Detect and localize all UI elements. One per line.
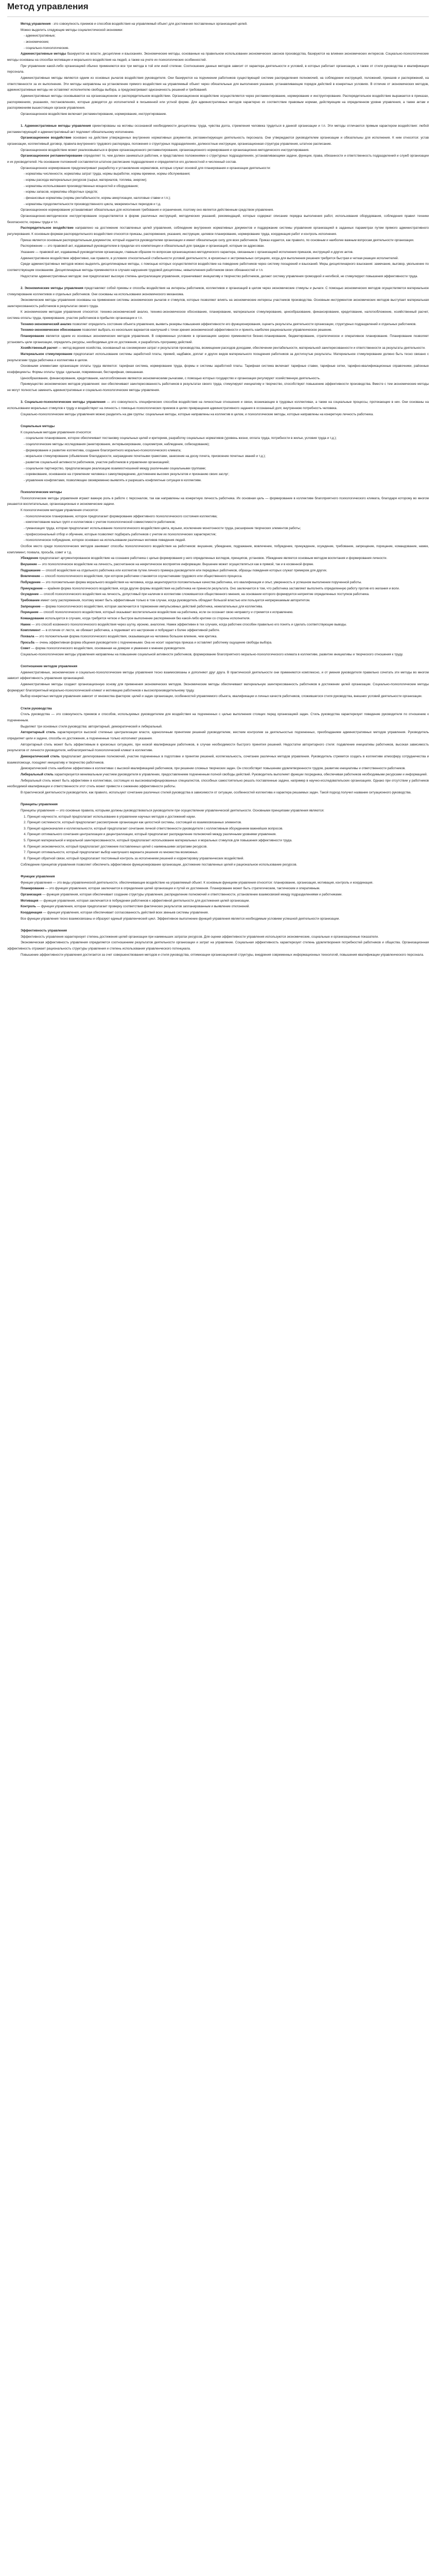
text-run: — функция управления, которая предполагает проверку соответствия фактических результатов запланированным и выявление отклонений.: [36, 905, 250, 909]
text-run: 3. Принцип единоначалия и коллегиальности, который предполагает сочетание личной ответственности руководителя с коллективным обсуждением важнейших вопросов.: [24, 826, 283, 831]
paragraph: [7, 238, 429, 244]
bold-term: Организационное регламентирование: [21, 154, 82, 158]
paragraph: [7, 778, 429, 790]
paragraph: [7, 63, 429, 75]
paragraph: [7, 622, 429, 628]
article-body: [7, 21, 429, 958]
paragraph: [7, 664, 429, 670]
bold-term: Осуждение: [21, 592, 39, 597]
text-run: является одним из основных экономических методов управления. В современных условиях в организациях широко применяются бизнес-планирование, бюджетирование, стратегическое и оперативное планирование. Планирование позволяет установить цели организации, определить ресурсы, необходимые для их достижения, и разработать программу действий.: [7, 334, 429, 344]
list-item: [7, 514, 429, 520]
text-run: — форма психологического воздействия, которая заключается в торможении импульсивных действий работника, нежелательных для коллектива.: [40, 604, 263, 608]
bold-term: Эффективность управления: [21, 928, 67, 933]
bold-term: Контроль: [21, 905, 36, 909]
text-run: ориентированы на мотивы осознанной необходимости дисциплины труда, чувства долга, стремления человека трудиться в данной организации и т.п. Эти методы отличаются прямым характером воздействия: любой регламентирующий и административный акт подлежит обязательному исполнению.: [7, 124, 429, 134]
paragraph: [7, 562, 429, 568]
list-item: [7, 471, 429, 478]
paragraph: [7, 256, 429, 262]
paragraph: [7, 261, 429, 273]
paragraph: [7, 772, 429, 778]
paragraph: [7, 604, 429, 610]
paragraph: [7, 285, 429, 297]
bold-term: 2. Экономические методы управления: [21, 286, 83, 290]
text-run: Повышение эффективности управления достигается за счет совершенствования методов и стиля руководства, оптимизации организационной структуры, внедрения современных информационных технологий, повышения квалификации управленческого персонала.: [21, 953, 424, 957]
paragraph: [7, 496, 429, 507]
list-item: [7, 453, 429, 460]
paragraph: [7, 147, 429, 154]
paragraph: [7, 628, 429, 634]
bold-term: Вовлечение: [21, 574, 40, 579]
paragraph: [7, 742, 429, 754]
paragraph: [7, 598, 429, 604]
paragraph: [7, 682, 429, 693]
text-run: 1. Принцип научности, который предполагает использование в управлении научных методов и достижений науки.: [24, 815, 196, 819]
text-run: — способ психологического воздействия, который оказывает воспитательное воздействие на работника, если он осознает свою неправоту и стремится к исправлению.: [38, 611, 293, 615]
list-item: [7, 189, 429, 195]
bold-term: Координация: [21, 910, 42, 914]
paragraph: [7, 724, 429, 730]
list-item: [7, 435, 429, 442]
paragraph: [7, 568, 429, 574]
text-run: - социально-психологические.: [24, 46, 69, 50]
text-run: Организационное нормирование устанавливает обязательные для исполнения требования и ограничения, поэтому оно является действенным средством управления.: [21, 208, 274, 212]
list-item: [7, 838, 429, 844]
paragraph: [7, 51, 429, 63]
bold-term: Хозяйственный расчет: [21, 346, 58, 350]
text-run: — очень эффективная форма общения руководителя с подчиненными. Она не носит характера приказа и оставляет работнику ощущение свободы выбора.: [34, 640, 272, 645]
text-run: Принципы управления — это основные правила, которыми должны руководствоваться руководители при осуществлении управленческой деятельности. Основными принципами управления являются:: [21, 808, 324, 812]
bold-term: Подражание: [21, 568, 41, 572]
text-run: предполагает делегирование полномочий, участие подчиненных в подготовке и принятии решений, коллегиальность, сочетание различных методов управления. Руководитель стремится создать в коллективе атмосферу сотрудничества и взаимопомощи, поощряет инициативу и творчество работников.: [7, 754, 429, 765]
paragraph: [7, 754, 429, 766]
text-run: Психологические методы управления играют важную роль в работе с персоналом, так как направлены на конкретную личность работника. Их основная цель — формирование в коллективе благоприятного психологического климата, благодаря которому во многом решаются воспитательные, организационные и экономические задачи.: [7, 496, 429, 506]
list-item: [7, 39, 429, 45]
paragraph: [7, 802, 429, 808]
text-run: характеризуется высокой степенью централизации власти, единоличным принятием решений руководителем, жестким контролем за деятельностью подчиненных, преобладанием административных методов управления. Руководитель определяет цели и задачи, способы их достижения, а подчиненные только исполняют указания.: [7, 731, 429, 740]
text-run: - социальное планирование, которое обеспечивает постановку социальных целей и критериев, разработку социальных нормативов (уровень жизни, оплата труда, потребности в жилье, условия труда и т.д.);: [24, 436, 337, 440]
text-run: Среди административных методов можно выделить дисциплинарные методы, с помощью которых осуществляется воздействие на поведение работников через систему поощрений и взысканий. Меры дисциплинарного взыскания: замечание, выговор, увольнение по соответствующим основаниям. Дисциплинарные методы применяются в случаях нарушения трудовой дисциплины, невыполнения работником своих обязанностей и т.п.: [7, 262, 429, 272]
paragraph: [7, 880, 429, 886]
bold-term: Распорядительное воздействие: [21, 226, 74, 230]
list-item: [7, 466, 429, 472]
bold-term: Командование: [21, 616, 44, 620]
text-run: Приказ является основным распорядительным документом, который издается руководителем организации и имеет обязательную силу для всех работников. Приказ издается, как правило, по основным и наиболее важным вопросам деятельности организации.: [21, 238, 414, 242]
paragraph: [7, 345, 429, 351]
paragraph: [7, 93, 429, 111]
paragraph: [7, 573, 429, 580]
list-item: [7, 442, 429, 448]
text-run: - профессиональный отбор и обучение, которые позволяют подбирать работников с учетом их психологических характеристик;: [24, 532, 217, 536]
text-run: основано на действии утвержденных внутренних нормативных документов, регламентирующих деятельность персонала. Они утверждаются руководителем организации и обязательны для исполнения. К ним относятся: устав организации, коллективный договор, правила внутреннего трудового распорядка, положения о структурных подразделениях, должностные инструкции, организационная структура управления, штатное расписание.: [7, 136, 429, 146]
text-run: - нормативы численности, нормативы затрат труда, нормы выработки, нормы времени, нормы обслуживания;: [24, 172, 190, 176]
paragraph: [7, 21, 429, 27]
bold-term: Убеждение: [21, 556, 39, 561]
text-run: Все функции управления тесно взаимосвязаны и образуют единый управленческий цикл. Эффективное выполнение функций управления является необходимым условием успешной деятельности организации.: [21, 917, 340, 921]
text-run: Организационное воздействие может реализовываться в форме организационного регламентирования, организационного нормирования и организационно-методического инструктирования.: [21, 148, 309, 152]
paragraph: [7, 412, 429, 418]
text-run: - развитие социальной активности работников, участие работников в управлении организацией;: [24, 460, 170, 464]
paragraph: [7, 766, 429, 772]
paragraph: [7, 123, 429, 135]
text-run: — метод ведения хозяйства, основанный на соизмерении затрат и результатов производства, возмещении расходов доходами, обеспечении рентабельности, материальной заинтересованности и ответственности за результаты деятельности.: [57, 346, 426, 350]
text-run: предполагает использование системы заработной платы, премий, надбавок, доплат и других видов материального поощрения работников за достигнутые результаты. Материальное стимулирование должно быть тесно связано с результатами труда работника и коллектива в целом.: [7, 352, 429, 362]
text-run: - нормативы использования производственных мощностей и оборудования;: [24, 184, 139, 188]
title-divider: [7, 16, 429, 17]
paragraph: [7, 616, 429, 622]
page-title: Метод управления: [7, 2, 89, 11]
bold-term: Материальное стимулирование: [21, 352, 73, 357]
paragraph: [7, 207, 429, 213]
paragraph: [7, 249, 429, 256]
text-run: - экономические;: [24, 40, 49, 44]
text-run: Административные методы создают организационную основу для применения экономических методов. Экономические методы обеспечивают материальную заинтересованность работников в достижении целей организации. Социально-психологические методы формируют благоприятный морально-психологический климат и мотивацию работников к высокопроизводительному труду.: [7, 683, 429, 692]
paragraph: [7, 892, 429, 898]
list-item: [7, 448, 429, 454]
bold-term: Совет: [21, 647, 30, 651]
section-heading: [7, 489, 429, 496]
text-run: характеризуется минимальным участием руководителя в управлении, предоставлением подчиненным полной свободы действий. Руководитель выполняет функции посредника, обеспечивая работников необходимыми ресурсами и информацией.: [54, 772, 428, 776]
text-run: — это способ косвенного психологического воздействия через шутку, иронию, аналогию. Намек эффективен в тех случаях, когда работник способен правильно его понять и сделать соответствующие выводы.: [30, 622, 347, 626]
bold-term: 3. Социально-психологические методы управления: [21, 400, 106, 404]
text-run: Распоряжение — это правовой акт, издаваемый руководителем в пределах его компетенции и обязательный для граждан и организаций, которым он адресован.: [21, 244, 265, 248]
text-run: Выбор конкретных методов управления зависит от множества факторов: целей и задач организации, особенностей управляемого объекта, квалификации и личных качеств работников, сложившегося стиля руководства, внешних условий деятельности организации.: [21, 694, 423, 699]
paragraph: [7, 225, 429, 237]
text-run: — способ психологического воздействия, при котором работники становятся соучастниками трудового или общественного процесса.: [40, 574, 242, 579]
text-run: — это положительная форма психологического воздействия, оказывающая на человека большее влияние, чем критика.: [34, 634, 218, 638]
text-run: - соревнование, основанное на стремлении человека к самоутверждению, достижению высоких результатов и признанию своих заслуг;: [24, 472, 230, 477]
text-run: Соблюдение принципов управления позволяет обеспечить эффективное функционирование организации, достижение поставленных целей и рациональное использование ресурсов.: [21, 862, 298, 867]
text-run: используется в случаях, когда требуется четкое и быстрое выполнение распоряжения без какой-либо критики со стороны исполнителя.: [44, 616, 251, 620]
paragraph: [7, 591, 429, 598]
paragraph: [7, 670, 429, 682]
bold-term: Намек: [21, 622, 31, 626]
bold-term: Метод управления: [21, 22, 51, 26]
paragraph: [7, 165, 429, 172]
paragraph: [7, 544, 429, 555]
bold-term: Внушение: [21, 562, 37, 566]
text-run: имеет силу распоряжения, поэтому может быть эффективным только в том случае, когда руководитель обладает большой властью или пользуется непререкаемым авторитетом.: [40, 598, 310, 602]
text-run: К психологическим методам управления относятся:: [21, 509, 99, 513]
bold-term: Комплимент: [21, 629, 41, 633]
paragraph: [7, 351, 429, 363]
list-item: [7, 844, 429, 850]
text-run: предполагает аргументированное воздействие на сознание работника с целью формирования у него определенных взглядов, принципов, установок. Убеждение является основным методом воспитания и формирования личности.: [38, 556, 388, 561]
paragraph: [7, 507, 429, 514]
list-item: [7, 195, 429, 201]
bold-term: Технико-экономическое обоснование: [21, 328, 81, 332]
paragraph: [7, 555, 429, 562]
bold-term: Стили руководства: [21, 706, 52, 710]
text-run: позволяет определить состояние объекта управления, выявить резервы повышения эффективности его функционирования, оценить результаты деятельности организации, структурных подразделений и отдельных работников.: [71, 322, 416, 326]
paragraph: [7, 111, 429, 117]
text-run: — способ психологического воздействия на личность, допустимый при наличии в коллективе сложившегося общественного мнения, на основании которого формируется неприятие определенных поступков работника.: [39, 592, 370, 597]
bold-term: Запрещение: [21, 604, 41, 608]
text-run: - административные;: [24, 34, 56, 38]
text-run: Социально-психологические методы управления направлены на повышение социальной активности работников, формирование благоприятного морально-психологического климата в коллективе, развитие инициативы и творческого отношения к труду.: [21, 652, 404, 656]
text-run: - финансовые нормативы (нормы рентабельности, нормы амортизации, налоговые ставки и т.п.);: [24, 196, 171, 200]
paragraph: [7, 952, 429, 958]
bold-term: Принципы управления: [21, 803, 58, 807]
bold-term: Демократический стиль: [21, 754, 60, 758]
text-run: Можно выделить следующие методы социалистической экономики:: [21, 28, 124, 32]
text-run: Эффективность управления характеризует степень достижения целей организации при наименьших затратах ресурсов. Для оценки эффективности управления используются экономические, социальные и организационные показатели.: [21, 935, 379, 939]
text-run: Организационно-методическое инструктирование осуществляется в форме различных инструкций, методических указаний, рекомендаций, которые содержат описание порядка выполнения работ, использования оборудования, соблюдения правил техники безопасности, охраны труда и т.п.: [7, 214, 429, 224]
section-heading: [7, 423, 429, 430]
text-run: 8. Принцип обратной связи, который предполагает постоянный контроль за исполнением решений и корректировку управленческих воздействий.: [24, 857, 245, 861]
text-run: - психологическое планирование, которое предполагает формирование эффективного психологического состояния коллектива;: [24, 514, 218, 518]
paragraph: [7, 874, 429, 880]
paragraph: [7, 790, 429, 796]
paragraph: [7, 693, 429, 700]
paragraph: [7, 634, 429, 640]
text-run: При управлении какой-либо организацией обычно применяются все три метода в той или иной степени. Соотношение данных методов зависит от характера деятельности и условий, в которых работает организация, а также от стиля руководства и квалификации персонала.: [7, 64, 429, 74]
text-run: — форма психологического воздействия, основанная на доверии и уважении к мнению руководителя.: [30, 647, 186, 651]
bold-term: Либеральный стиль: [21, 772, 54, 776]
paragraph: [7, 430, 429, 436]
text-run: — это психологическое воздействие на личность, рассчитанное на некритическое восприятие информации. Внушение может осуществляться как в прямой, так и в косвенной форме.: [37, 562, 314, 566]
text-run: Экономические методы управления основаны на применении системы экономических рычагов и стимулов, которые позволяют влиять на экономические интересы участников производства. Основным инструментом экономических методов выступает материальная заинтересованность работников в результатах своего труда.: [7, 298, 429, 308]
list-item: [7, 478, 429, 484]
paragraph: [7, 886, 429, 892]
text-run: Психологические методы: [21, 490, 62, 495]
text-run: направлено на достижение поставленных целей управления, соблюдение внутренних нормативных документов и поддержание системы управления организацией в заданных параметрах путем прямого административного регулирования. К основным формам распорядительного воздействия относятся приказы, распоряжения, указания, инструкции, целевое планирование, нормирование труда, координация работ и контроль исполнения.: [7, 226, 429, 236]
paragraph: [7, 609, 429, 616]
text-run: 7. Принцип оптимальности, который предполагает выбор наилучшего варианта решения из множества возможных.: [24, 851, 199, 855]
list-item: [7, 856, 429, 862]
text-run: — функция управления, которая обеспечивает создание структуры управления, распределение полномочий и ответственности, установление взаимосвязей между подразделениями и работниками.: [41, 893, 343, 897]
text-run: — это функция управления, которая заключается в определении целей организации и путей их достижения. Планирование может быть стратегическим, тактическим и оперативным.: [44, 887, 320, 891]
bold-term: Просьба: [21, 640, 34, 645]
paragraph: [7, 327, 429, 333]
paragraph: [7, 399, 429, 411]
paragraph: [7, 730, 429, 741]
bold-term: Принуждение: [21, 586, 43, 590]
text-run: Экономическая эффективность управления определяется соотношением результатов деятельности организации и затрат на управление. Социальная эффективность характеризует степень удовлетворения потребностей работников и общества. Организационная эффективность отражает рациональность структуры управления и степень использования управленческого потенциала.: [7, 941, 429, 951]
text-run: - психологическое побуждение, которое основано на использовании различных мотивов поведения людей.: [24, 538, 186, 543]
bold-term: Функции управления: [21, 875, 55, 879]
paragraph: [7, 309, 429, 321]
text-run: Административные, экономические и социально-психологические методы управления тесно взаимосвязаны и дополняют друг друга. В практической деятельности они применяются комплексно, и от умения руководителя правильно сочетать эти методы во многом зависит эффективность управления организацией.: [7, 670, 429, 681]
text-run: — в отличие от лести, не обижает работника, а поднимает его настроение и побуждает к более эффективной работе.: [41, 629, 220, 633]
paragraph: [7, 934, 429, 940]
bold-term: Мотивация: [21, 899, 39, 903]
list-item: [7, 183, 429, 190]
text-run: Основными элементами организации оплаты труда являются: тарифная система, нормирование труда, формы и системы заработной платы. Тарифная система включает тарифные ставки, тарифные сетки, тарифно-квалификационные справочники, районные коэффициенты. Формы оплаты труда: сдельная, повременная, бестарифная, смешанная.: [7, 364, 429, 375]
text-run: Ценообразование, финансирование, кредитование, налогообложение являются экономическими рычагами, с помощью которых государство и организации регулируют хозяйственную деятельность.: [21, 376, 321, 380]
text-run: К экономическим методам управления относятся: технико-экономический анализ, технико-экономическое обоснование, планирование, материальное стимулирование, ценообразование, финансирование, кредитование, налогообложение, хозяйственный расчет, система оплаты труда, премирование, участие работников в прибылях организации и т.п.: [7, 310, 429, 320]
text-run: Преимущество экономических методов управления: они обеспечивают заинтересованность работников в результатах своего труда, стимулируют инициативу и творчество, способствуют повышению эффективности производства. Вместе с тем экономические методы не могут полностью заменить административные и социально-психологические методы управления.: [7, 382, 429, 392]
list-item: [7, 177, 429, 183]
text-run: Социально-психологические методы управления можно разделить на две группы: социальные методы, которые направлены на коллектив в целом, и психологические методы, которые направлены на конкретную личность работника.: [21, 412, 374, 416]
paragraph: [7, 580, 429, 586]
list-item: [7, 201, 429, 208]
bold-term: Технико-экономический анализ: [21, 322, 72, 326]
paragraph: [7, 808, 429, 814]
text-run: Стиль руководства — это совокупность приемов и способов, используемых руководителем для воздействия на подчиненных с целью выполнения стоящих перед организацией задач. Стиль руководства характеризует поведение руководителя по отношению к подчиненным.: [7, 713, 429, 723]
text-run: Выделяют три основных стиля руководства: авторитарный, демократический и либеральный.: [21, 724, 163, 728]
text-run: — функция управления, которая заключается в побуждении работников к эффективной деятельности для достижения целей организации.: [38, 899, 250, 903]
bold-term: Порицание: [21, 611, 39, 615]
text-run: - комплектование малых групп и коллективов с учетом психологической совместимости работников;: [24, 520, 176, 524]
paragraph: [7, 333, 429, 345]
list-item: [7, 519, 429, 526]
bold-term: Требование: [21, 598, 40, 602]
list-item: [7, 826, 429, 832]
list-item: [7, 460, 429, 466]
list-item: [7, 820, 429, 826]
text-run: Административные методы являются одним из основных рычагов воздействия руководителя. Они базируются на подчинении работников существующей системе распределения полномочий, на соблюдении инструкций, положений, приказов и распоряжений, на ответственности за их выполнение. Эти методы направлены на установление прямого воздействия на управляемый объект через обязательные для выполнения указания, устанавливающие порядок действий в конкретных условиях. В отличие от экономических методов, административные методы не оставляют исполнителю свободы выбора, а предусматривают однозначность решений и требований.: [7, 76, 429, 92]
text-run: 6. Принцип экономичности, который предполагает достижение поставленных целей с наименьшими затратами ресурсов.: [24, 844, 207, 849]
text-run: определяет то, чем должен заниматься работник, и представлено положениями о структурных подразделениях, устанавливающими задачи, функции, права, обязанности и ответственность подразделений и служб организации и их руководителей. На основании положений составляется штатное расписание подразделения и определяется его должностной и численный состав.: [7, 154, 429, 164]
paragraph: [7, 321, 429, 328]
paragraph: [7, 711, 429, 723]
paragraph: [7, 297, 429, 309]
paragraph: [7, 706, 429, 712]
text-run: 5. Принцип материальной и моральной заинтересованности, который предполагает использование материальных и моральных стимулов для повышения эффективности труда.: [24, 839, 292, 843]
text-run: Указание — правовой акт, издаваемый руководителем организации, главным образом по вопросам организационно-методического характера, связанным с организацией исполнения приказов, инструкций и других актов.: [21, 250, 354, 254]
text-run: Организационное нормирование предусматривает разработку и установление нормативов, которые служат основой для планирования и организации деятельности:: [21, 166, 271, 170]
bold-term: Побуждение: [21, 580, 41, 584]
paragraph: [7, 640, 429, 646]
paragraph: [7, 381, 429, 393]
text-run: Особое место среди психологических методов занимают способы психологического воздействия на работников: внушение, убеждение, подражание, вовлечение, побуждение, принуждение, осуждение, требование, запрещение, порицание, командование, намек, комплимент, похвала, просьба, совет и т.д.: [7, 545, 429, 554]
text-run: В практической деятельности руководители, как правило, используют сочетание различных стилей руководства в зависимости от ситуации, особенностей коллектива и характера решаемых задач. Такой подход получил название ситуационного руководства.: [21, 790, 412, 794]
paragraph: [7, 646, 429, 652]
paragraph: [7, 928, 429, 934]
paragraph: [7, 376, 429, 382]
bold-term: Планирование: [21, 887, 44, 891]
paragraph: [7, 940, 429, 952]
text-run: - формирование и развитие коллектива, создание благоприятного морально-психологического климата;: [24, 448, 182, 452]
text-run: — это положительная форма морального воздействия на человека, когда акцентируются положительные качества работника, его квалификация и опыт, уверенность в успешном выполнении порученной работы.: [40, 580, 362, 584]
paragraph: [7, 27, 429, 33]
list-item: [7, 532, 429, 538]
bold-term: Соотношение методов управления: [21, 665, 78, 669]
text-run: - гуманизация труда, которая предполагает использование психологического воздействия цвета, музыки, исключение монотонности труда, расширение творческих элементов работы;: [24, 527, 301, 531]
list-item: [7, 33, 429, 39]
paragraph: [7, 910, 429, 916]
text-run: К социальным методам управления относятся:: [21, 430, 92, 434]
bold-term: Авторитарный стиль: [21, 731, 56, 735]
text-run: позволяет выбрать из нескольких вариантов наилучший с точки зрения экономической эффективности и принять наиболее рациональное управленческое решение.: [81, 328, 333, 332]
text-run: — это совокупность специфических способов воздействия на личностные отношения и связи, возникающие в трудовых коллективах, а также на социальные процессы, протекающие в них. Они основаны на использовании моральных стимулов к труду и воздействуют на личность с помощью психологических приемов в целях превращения административного задания в осознанный долг, внутреннюю потребность человека.: [7, 400, 429, 410]
text-run: - социальное партнерство, предполагающее реализацию взаимоотношений между различными социальными группами;: [24, 466, 206, 470]
text-run: представляют собой приемы и способы воздействия на интересы работников, коллективов и организаций в целом через экономические стимулы и рычаги. С помощью экономических методов осуществляется материальное стимулирование коллективов и отдельных работников. Они основаны на использовании экономического механизма.: [7, 286, 429, 296]
text-run: 2. Принцип системности, который предполагает рассмотрение организации как целостной системы, состоящей из взаимосвязанных элементов.: [24, 821, 242, 825]
paragraph: [7, 586, 429, 592]
text-run: — способ воздействия на отдельного работника или коллектив путем личного примера руководителя или передовых работников, образцы поведения которых служат примером для других.: [40, 568, 327, 572]
text-run: - социологические методы исследования (анкетирование, интервьюирование, социометрия, наблюдение, собеседование);: [24, 442, 210, 446]
bold-term: Организационное воздействие: [21, 136, 72, 140]
paragraph: [7, 904, 429, 910]
bold-term: Организация: [21, 893, 42, 897]
paragraph: [7, 243, 429, 249]
paragraph: [7, 75, 429, 93]
list-item: [7, 850, 429, 856]
list-item: [7, 814, 429, 820]
text-run: - это совокупность приемов и способов воздействия на управляемый объект для достижения поставленных организацией целей.: [50, 22, 248, 26]
list-item: [7, 171, 429, 177]
paragraph: [7, 213, 429, 225]
text-run: — функция управления, которая обеспечивает согласованность действий всех звеньев системы управления.: [42, 910, 209, 914]
text-run: Недостатки административных методов: они предполагают высокую степень централизации управления, ограничивают инициативу и творчество работников, делают систему управления громоздкой и негибкой, не стимулируют повышения эффективности труда.: [21, 274, 418, 278]
list-item: [7, 526, 429, 532]
bold-term: Планирование: [21, 334, 44, 338]
paragraph: [7, 862, 429, 868]
paragraph: [7, 153, 429, 165]
text-run: Административное воздействие эффективно, как правило, в условиях относительной стабильности условий деятельности, в кризисных и экстремальных ситуациях, когда для выполнения решения требуется быстрая и четкая реакция исполнителей.: [21, 256, 399, 260]
paragraph: [7, 652, 429, 658]
text-run: - нормативы продолжительности производственного цикла, межремонтных периодов и т.д.: [24, 202, 161, 206]
text-run: Функции управления — это виды управленческой деятельности, обеспечивающие воздействие на управляемый объект. К основным функциям управления относятся: планирование, организация, мотивация, контроль и координация.: [21, 880, 374, 885]
text-run: 4. Принцип оптимального сочетания централизации и децентрализации, который предполагает распределение полномочий между различными уровнями управления.: [24, 833, 277, 837]
paragraph: [7, 898, 429, 904]
text-run: Социальные методы: [21, 424, 55, 428]
text-run: базируются на власти, дисциплине и взысканиях. Экономические методы, основанные на правильном использовании экономических законов производства, базируются на влиянии экономических интересов. Социально-психологические методы основаны на способах мотивации и морального воздействия на людей, а также на учете их психологических особенностей.: [7, 52, 429, 62]
text-run: - управление конфликтами, позволяющее своевременно выявлять и разрешать конфликтные ситуации в коллективе.: [24, 478, 202, 482]
text-run: Организационное воздействие включает регламентирование, нормирование, инструктирование.: [21, 112, 167, 116]
text-run: Авторитарный стиль может быть эффективным в кризисных ситуациях, при низкой квалификации работников, в случае необходимости быстрого принятия решений. Недостатки авторитарного стиля: подавление инициативы работников, высокая зависимость результатов от личности руководителя, неблагоприятный психологический климат в коллективе.: [7, 742, 429, 753]
bold-term: 1. Административные методы управления: [21, 124, 91, 128]
text-run: Административные методы основываются на организационном и распорядительном воздействии. Организационное воздействие осуществляется через регламентирование, нормирование и инструктирование. Распорядительное воздействие выражается в приказах, распоряжениях, указаниях, постановлениях, которые доводятся до исполнителей в письменной или устной форме. Для административных методов характерно их соответствие правовым нормам, действующим на определенном уровне управления, а также актам и распоряжениям вышестоящих органов управления.: [7, 94, 429, 110]
text-run: - нормы расхода материальных ресурсов (сырья, материалов, топлива, энергии);: [24, 178, 147, 182]
text-run: Демократический стиль наиболее эффективен в коллективах с высокой квалификацией работников, при решении сложных творческих задач. Он способствует повышению удовлетворенности трудом, развитию инициативы и ответственности работников.: [21, 767, 406, 771]
text-run: - моральное стимулирование (объявление благодарности, награждение почетными грамотами, занесение на доску почета, присвоение почетных званий и т.д.);: [24, 454, 266, 459]
text-run: - нормы запасов, нормативы оборотных средств;: [24, 190, 98, 194]
paragraph: [7, 274, 429, 280]
text-run: — крайняя форма психологического воздействия, когда другие формы воздействия на работника не принесли результата. Оно заключается в том, что работника заставляют выполнять определенную работу против его желания и воли.: [42, 586, 400, 590]
list-item: [7, 45, 429, 52]
paragraph: [7, 135, 429, 147]
list-item: [7, 537, 429, 544]
bold-term: Административные методы: [21, 52, 66, 56]
list-item: [7, 832, 429, 838]
bold-term: Похвала: [21, 634, 34, 638]
text-run: Либеральный стиль может быть эффективен в коллективах, состоящих из высококвалифицированных специалистов, способных самостоятельно решать поставленные задачи, например в научно-исследовательских организациях. Однако при отсутствии у работников необходимой квалификации и ответственности этот стиль может привести к снижению эффективности работы.: [7, 778, 429, 789]
paragraph: [7, 916, 429, 922]
paragraph: [7, 363, 429, 375]
